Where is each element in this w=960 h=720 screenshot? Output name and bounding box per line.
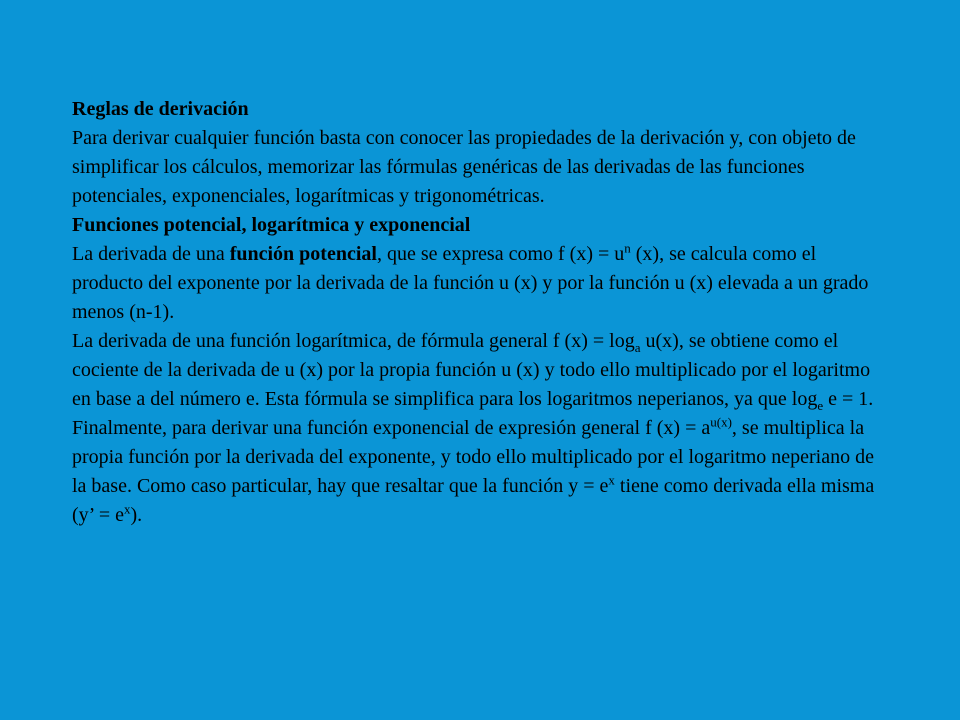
potencial-text-2: (x), se calcula como el producto del exponente por la derivada de la función u (x) y por la función u (x) elevada a un grado menos (n-1). (72, 243, 869, 323)
exponencial-text-4: ). (130, 504, 143, 526)
potencial-exponent: n (624, 240, 631, 256)
exponencial-paragraph (72, 414, 892, 530)
potencial-lead: La derivada de una (72, 243, 230, 265)
exponencial-exponent-x-1: x (608, 472, 615, 488)
logaritmica-base-a: a (634, 340, 641, 355)
logaritmica-text-3: e = 1. (823, 388, 874, 410)
text-body (72, 95, 892, 530)
logaritmica-text-1: La derivada de una función logarítmica, de fórmula general f (x) = log (72, 330, 635, 352)
potencial-text-1: , que se expresa como f (x) = u (376, 243, 625, 265)
section-heading: Funciones potencial, logarítmica y exponencial (72, 214, 471, 236)
logaritmica-text-2: u(x), se obtiene como el cociente de la derivada de u (x) por la propia función u (x) y todo ello multiplicado por el logaritmo en base a del número e. Esta fórmula se simplifica para los logaritmos neperianos, ya que log (72, 330, 871, 410)
exponencial-exponent-x-2: x (124, 501, 131, 517)
exponencial-text-2: , se multiplica la propia función por la derivada del exponente, y todo ello multiplicado por el logaritmo neperiano de la base. Como caso particular, hay que resaltar que la función y = e (72, 417, 874, 497)
exponencial-exponent-ux: u(x) (710, 414, 732, 430)
exponencial-text-3: tiene como derivada ella misma (y’ = e (72, 475, 875, 526)
logaritmica-base-e: e (817, 398, 824, 413)
slide-title: Reglas de derivación (72, 98, 249, 120)
exponencial-text-1: Finalmente, para derivar una función exponencial de expresión general f (x) = a (72, 417, 711, 439)
intro-paragraph: Para derivar cualquier función basta con conocer las propiedades de la derivación y, con objeto de simplificar los cálculos, memorizar las fórmulas genéricas de las derivadas de las funciones potenciales, exponenciales, logarítmicas y trigonométricas. (72, 127, 856, 207)
logaritmica-paragraph (72, 327, 892, 414)
potencial-term: función potencial (229, 243, 377, 265)
potencial-paragraph (72, 240, 892, 327)
